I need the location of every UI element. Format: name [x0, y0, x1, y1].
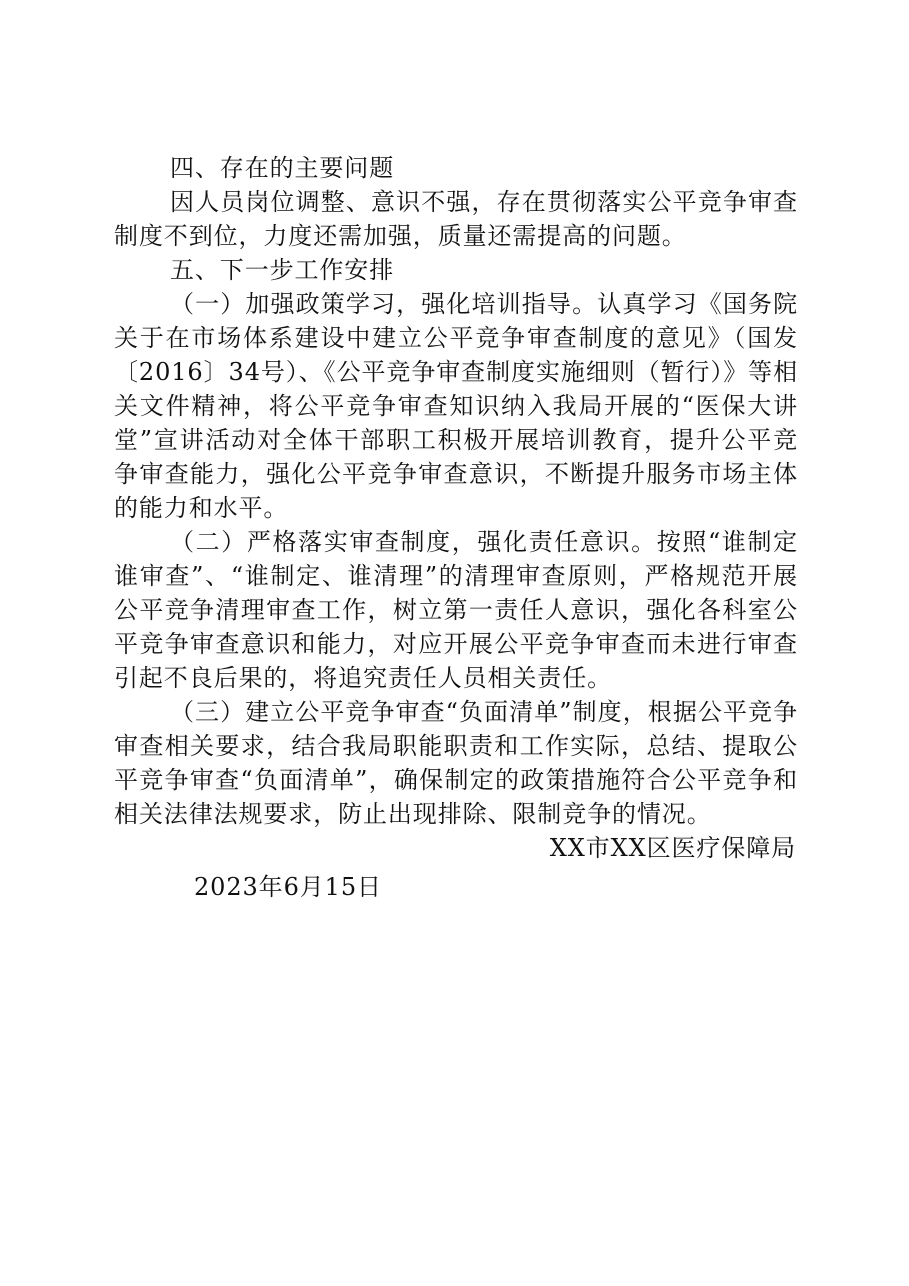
section-5-item-3: （三）建立公平竞争审查“负面清单”制度，根据公平竞争审查相关要求，结合我局职能职责和工作实际，总结、提取公平竞争审查“负面清单”，确保制定的政策措施符合公平竞争和相关法律法规要求，防止出现排除、限制竞争的情况。	[114, 698, 798, 828]
section-5-heading: 五、下一步工作安排	[170, 256, 395, 284]
document-body	[114, 151, 798, 904]
signature-date: 2023年6月15日	[194, 873, 382, 901]
section-5-item-1: （一）加强政策学习，强化培训指导。认真学习《国务院关于在市场体系建设中建立公平竞争审查制度的意见》（国发〔2016〕34号）、《公平竞争审查制度实施细则（暂行）》等相关文件精神，将公平竞争审查知识纳入我局开展的“医保大讲堂”宣讲活动对全体干部职工积极开展培训教育，提升公平竞争审查能力，强化公平竞争审查意识，不断提升服务市场主体的能力和水平。	[114, 290, 798, 522]
section-4-heading: 四、存在的主要问题	[170, 154, 395, 182]
signature-unit: XX市XX区医疗保障局	[549, 834, 796, 862]
section-4-paragraph: 因人员岗位调整、意识不强，存在贯彻落实公平竞争审查制度不到位，力度还需加强，质量还需提高的问题。	[114, 188, 798, 250]
section-5-item-2: （二）严格落实审查制度，强化责任意识。按照“谁制定谁审查”、“谁制定、谁清理”的清理审查原则，严格规范开展公平竞争清理审查工作，树立第一责任人意识，强化各科室公平竞争审查意识和能力，对应开展公平竞争审查而未进行审查引起不良后果的，将追究责任人员相关责任。	[114, 528, 798, 692]
